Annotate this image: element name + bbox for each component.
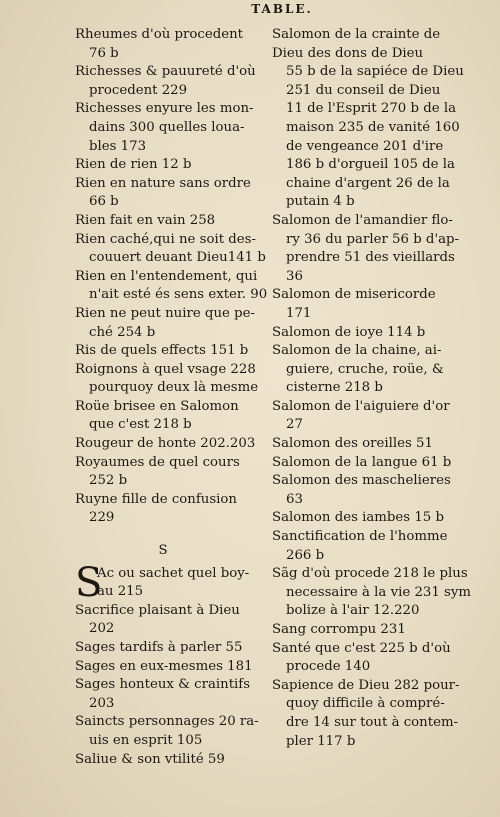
index-entry-line: Salomon des iambes 15 b: [272, 510, 445, 526]
index-entry-line: Ac ou sachet quel boy-: [97, 565, 250, 581]
running-header: TABLE.: [251, 2, 313, 16]
index-entry-line: putain 4 b: [286, 194, 355, 210]
index-entry-line: 202: [89, 621, 115, 637]
index-entry-line: Royaumes de quel cours: [75, 454, 240, 470]
index-entry-line: Santé que c'est 225 b d'où: [272, 640, 451, 656]
index-entry-line: que c'est 218 b: [89, 417, 192, 433]
drop-cap-entry: [75, 559, 265, 606]
index-entry-line: maison 235 de vanité 160: [286, 119, 460, 135]
index-entry-line: Salomon de la crainte de: [272, 27, 441, 42]
index-entry-line: prendre 51 des vieillards: [286, 250, 455, 266]
index-entry-line: 66 b: [89, 194, 119, 210]
index-entry-line: Sacrifice plaisant à Dieu: [75, 602, 240, 618]
index-entry-line: Salomon de ioye 114 b: [272, 324, 426, 340]
index-column-left: [75, 26, 268, 769]
index-entry-line: Salomon de la langue 61 b: [272, 454, 452, 470]
index-entry-line: Rien fait en vain 258: [75, 212, 216, 228]
section-letter: S: [158, 543, 168, 559]
index-entry-line: bolize à l'air 12.220: [286, 603, 420, 619]
index-entry-line: quoy difficile à compré-: [286, 696, 445, 712]
index-entry-line: procedent 229: [89, 82, 188, 98]
index-entry-line: Salomon de l'amandier flo-: [272, 212, 453, 228]
index-entry-line: Salomon de misericorde: [272, 287, 436, 303]
index-entry-line: couuert deuant Dieu141 b: [89, 250, 266, 266]
index-entries-salomon: [272, 26, 472, 751]
index-entry-line: 76 b: [89, 45, 119, 61]
index-entry-line: Sages en eux-mesmes 181: [75, 658, 253, 674]
index-entry-line: de vengeance 201 d'ire: [286, 138, 444, 154]
index-entry-line: Rien en l'entendement, qui: [75, 268, 258, 284]
index-entry-line: 27: [286, 417, 303, 433]
index-entry-line: pourquoy deux là mesme: [89, 380, 259, 396]
index-entry-line: 171: [286, 305, 312, 321]
index-entry-line: Rien caché,qui ne soit des-: [75, 231, 256, 247]
index-entry-line: pler 117 b: [286, 733, 356, 749]
index-entries-s: [75, 602, 265, 769]
index-entry-line: guiere, cruche, roüe, &: [286, 361, 444, 377]
index-entry-line: Salomon de l'aiguiere d'or: [272, 398, 450, 414]
index-entry-line: chaine d'argent 26 de la: [286, 175, 450, 191]
index-entry-line: 63: [286, 491, 303, 507]
index-entry-line: 251 du conseil de Dieu: [286, 82, 441, 98]
index-entry-line: 252 b: [89, 473, 128, 489]
index-entry-line: Richesses enyure les mon-: [75, 101, 254, 117]
index-entry-line: Ruyne fille de confusion: [75, 491, 237, 507]
index-entry-line: ché 254 b: [89, 324, 156, 340]
index-entry-line: 36: [286, 268, 303, 284]
index-entry-line: Saliue & son vtilité 59: [75, 751, 225, 767]
index-entries-r: [75, 26, 268, 528]
index-entry-line: necessaire à la vie 231 sym: [286, 584, 472, 600]
index-entry-line: uis en esprit 105: [89, 732, 203, 748]
index-entry-line: Rien en nature sans ordre: [75, 175, 251, 191]
index-entry-line: 203: [89, 695, 115, 711]
index-entry-line: Sanctification de l'homme: [272, 529, 448, 545]
index-entry-line: 11 de l'Esprit 270 b de la: [286, 101, 457, 117]
index-entry-line: ry 36 du parler 56 b d'ap-: [286, 231, 460, 247]
index-entry-line: Rien de rien 12 b: [75, 157, 192, 173]
index-entry-line: Rougeur de honte 202.203: [75, 436, 256, 452]
index-entry-line: Roignons à quel vsage 228: [75, 361, 256, 377]
index-entry-line: Rien ne peut nuire que pe-: [75, 305, 255, 321]
index-entry-line: cisterne 218 b: [286, 380, 383, 396]
index-entry-line: dains 300 quelles loua-: [89, 119, 245, 135]
index-entry-line: 55 b de la sapiéce de Dieu: [286, 64, 464, 80]
index-entry-line: Salomon de la chaine, ai-: [272, 343, 442, 359]
index-entry-line: Richesses & pauureté d'où: [75, 64, 256, 80]
index-entry-line: Salomon des maschelieres: [272, 473, 451, 489]
index-entry-line: Ris de quels effects 151 b: [75, 343, 249, 359]
index-column-right: [272, 26, 472, 751]
index-entry-line: dre 14 sur tout à contem-: [286, 714, 459, 730]
index-entry-line: Sages honteux & craintifs: [75, 677, 251, 693]
index-entry-line: Roüe brisee en Salomon: [75, 398, 239, 414]
drop-cap-letter: S: [75, 559, 103, 606]
index-entry-line: Sapience de Dieu 282 pour-: [272, 677, 460, 693]
index-entry-line: 266 b: [286, 547, 325, 563]
index-entry-line: Sang corrompu 231: [272, 622, 406, 637]
index-entry-line: procede 140: [286, 659, 371, 675]
index-entry-line: Sages tardifs à parler 55: [75, 640, 243, 655]
index-entry-line: 186 b d'orgueil 105 de la: [286, 157, 455, 173]
index-entry-line: Rheumes d'où procedent: [75, 27, 243, 42]
index-entry-line: n'ait esté és sens exter. 90: [89, 287, 268, 303]
index-entry-line: au 215: [97, 584, 144, 600]
index-entry-line: Dieu des dons de Dieu: [272, 45, 424, 61]
index-entry-line: Sãg d'où procede 218 le plus: [272, 566, 468, 582]
index-entry-line: bles 173: [89, 138, 147, 154]
index-entry-line: Salomon des oreilles 51: [272, 436, 433, 452]
index-entry-line: 229: [89, 510, 115, 526]
index-entry-line: Saincts personnages 20 ra-: [75, 714, 259, 730]
